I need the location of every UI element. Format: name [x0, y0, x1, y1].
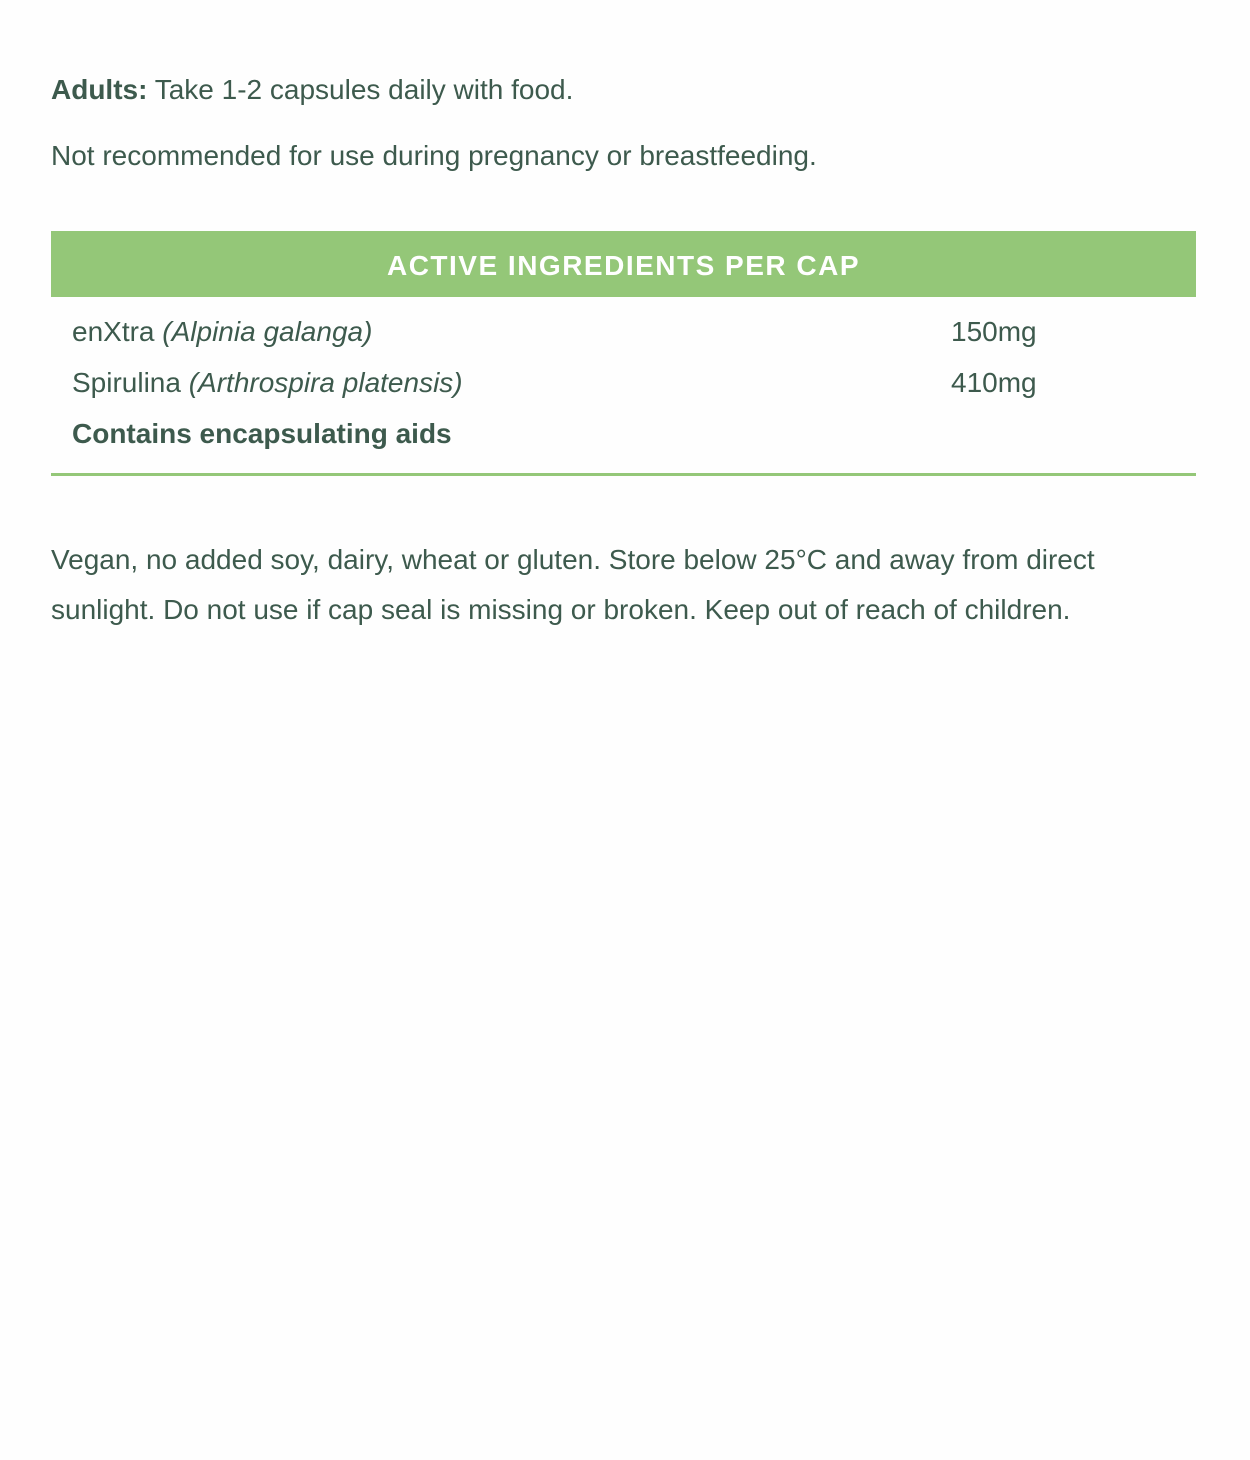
ingredient-name: Spirulina (Arthrospira platensis): [72, 367, 463, 398]
dosage-label: Adults:: [51, 74, 148, 105]
ingredient-latin-name: (Arthrospira platensis): [188, 367, 463, 398]
pregnancy-warning: Not recommended for use during pregnancy or breastfeeding.: [51, 140, 817, 171]
ingredient-amount: 150mg: [951, 316, 1037, 347]
ingredient-amount: 410mg: [951, 367, 1037, 398]
encapsulating-aids-note: Contains encapsulating aids: [72, 418, 452, 449]
ingredients-header: ACTIVE INGREDIENTS PER CAP: [51, 231, 1196, 297]
dosage-instructions: [51, 72, 573, 108]
ingredient-row-enxtra: [72, 312, 1172, 352]
ingredient-row-spirulina: [72, 363, 1172, 403]
storage-and-allergen-info: Vegan, no added soy, dairy, wheat or gluten. Store below 25°C and away from direct sunlight. Do not use if cap seal is missing or broken. Keep out of reach of children.: [51, 544, 1095, 625]
ingredients-body: [51, 297, 1196, 476]
ingredient-latin-name: (Alpinia galanga): [162, 316, 373, 347]
ingredient-name: enXtra (Alpinia galanga): [72, 316, 373, 347]
active-ingredients-table: [51, 231, 1196, 476]
dosage-text: Take 1-2 capsules daily with food.: [147, 74, 574, 105]
